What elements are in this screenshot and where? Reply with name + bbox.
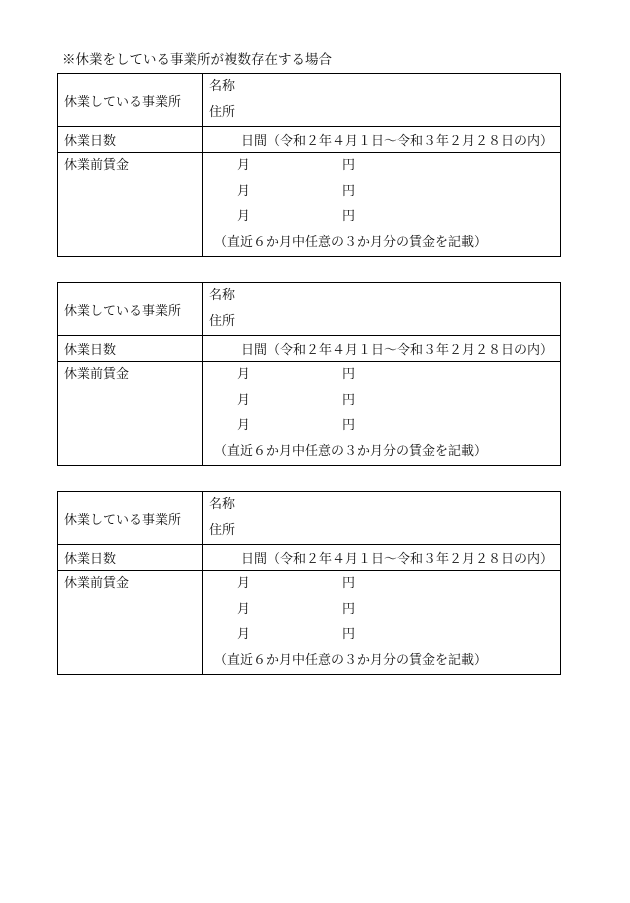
office-label: 休業している事業所	[64, 94, 182, 110]
days-label-cell	[58, 127, 203, 153]
wage-value-cell	[203, 362, 560, 465]
name-label: 名称	[209, 288, 236, 303]
days-label-cell	[58, 545, 203, 571]
office-info-cell	[203, 74, 560, 127]
wage-yen-unit: 円	[342, 183, 356, 199]
wage-label-cell	[58, 153, 203, 256]
wage-value-cell	[203, 153, 560, 256]
days-label: 休業日数	[64, 134, 117, 149]
wage-yen-unit: 円	[342, 418, 356, 433]
wage-yen-unit: 円	[342, 392, 356, 408]
wage-row	[203, 204, 560, 230]
wage-row	[203, 597, 560, 623]
wage-row	[203, 571, 560, 597]
office-info-cell	[203, 492, 560, 545]
wage-label-cell	[58, 362, 203, 465]
wage-row	[203, 388, 560, 414]
address-label: 住所	[209, 523, 236, 538]
wage-label-cell	[58, 571, 203, 674]
office-label: 休業している事業所	[64, 303, 182, 319]
wage-month-unit: 月	[237, 601, 251, 617]
wage-yen-unit: 円	[342, 576, 356, 591]
wage-month-unit: 月	[237, 627, 251, 642]
office-label-cell	[58, 283, 203, 336]
wage-row	[203, 179, 560, 205]
wage-row	[203, 153, 560, 179]
wage-month-unit: 月	[237, 209, 251, 224]
wage-yen-unit: 円	[342, 367, 356, 382]
office-label-cell	[58, 74, 203, 127]
wage-yen-unit: 円	[342, 627, 356, 642]
wage-month-unit: 月	[237, 576, 251, 591]
wage-month-unit: 月	[237, 418, 251, 433]
name-label: 名称	[209, 497, 236, 512]
days-value-cell	[203, 545, 560, 571]
wage-yen-unit: 円	[342, 601, 356, 617]
wage-row	[203, 413, 560, 439]
wage-yen-unit: 円	[342, 209, 356, 224]
days-label: 休業日数	[64, 343, 117, 358]
section-title: ※休業をしている事業所が複数存在する場合	[62, 52, 332, 68]
office-info-cell	[203, 283, 560, 336]
wage-month-unit: 月	[237, 392, 251, 408]
days-text: 日間（令和２年４月１日～令和３年２月２８日の内）	[240, 343, 553, 358]
days-value-cell	[203, 336, 560, 362]
wage-value-cell	[203, 571, 560, 674]
wage-row	[203, 622, 560, 648]
wage-month-unit: 月	[237, 158, 251, 173]
office-table-2	[57, 282, 561, 466]
office-label: 休業している事業所	[64, 512, 182, 528]
wage-yen-unit: 円	[342, 158, 356, 173]
wage-label: 休業前賃金	[64, 158, 130, 173]
wage-month-unit: 月	[237, 183, 251, 199]
office-table-3	[57, 491, 561, 675]
address-label: 住所	[209, 314, 236, 329]
office-table-1	[57, 73, 561, 257]
wage-note: （直近６か月中任意の３か月分の賃金を記載）	[214, 652, 488, 668]
days-text: 日間（令和２年４月１日～令和３年２月２８日の内）	[240, 134, 553, 149]
days-label-cell	[58, 336, 203, 362]
wage-label: 休業前賃金	[64, 367, 130, 382]
days-value-cell	[203, 127, 560, 153]
wage-row	[203, 362, 560, 388]
days-text: 日間（令和２年４月１日～令和３年２月２８日の内）	[240, 552, 553, 567]
name-label: 名称	[209, 79, 236, 94]
address-label: 住所	[209, 105, 236, 120]
wage-note: （直近６か月中任意の３か月分の賃金を記載）	[214, 443, 488, 459]
wage-note: （直近６か月中任意の３か月分の賃金を記載）	[214, 234, 488, 250]
days-label: 休業日数	[64, 552, 117, 567]
office-label-cell	[58, 492, 203, 545]
wage-label: 休業前賃金	[64, 576, 130, 591]
wage-month-unit: 月	[237, 367, 251, 382]
